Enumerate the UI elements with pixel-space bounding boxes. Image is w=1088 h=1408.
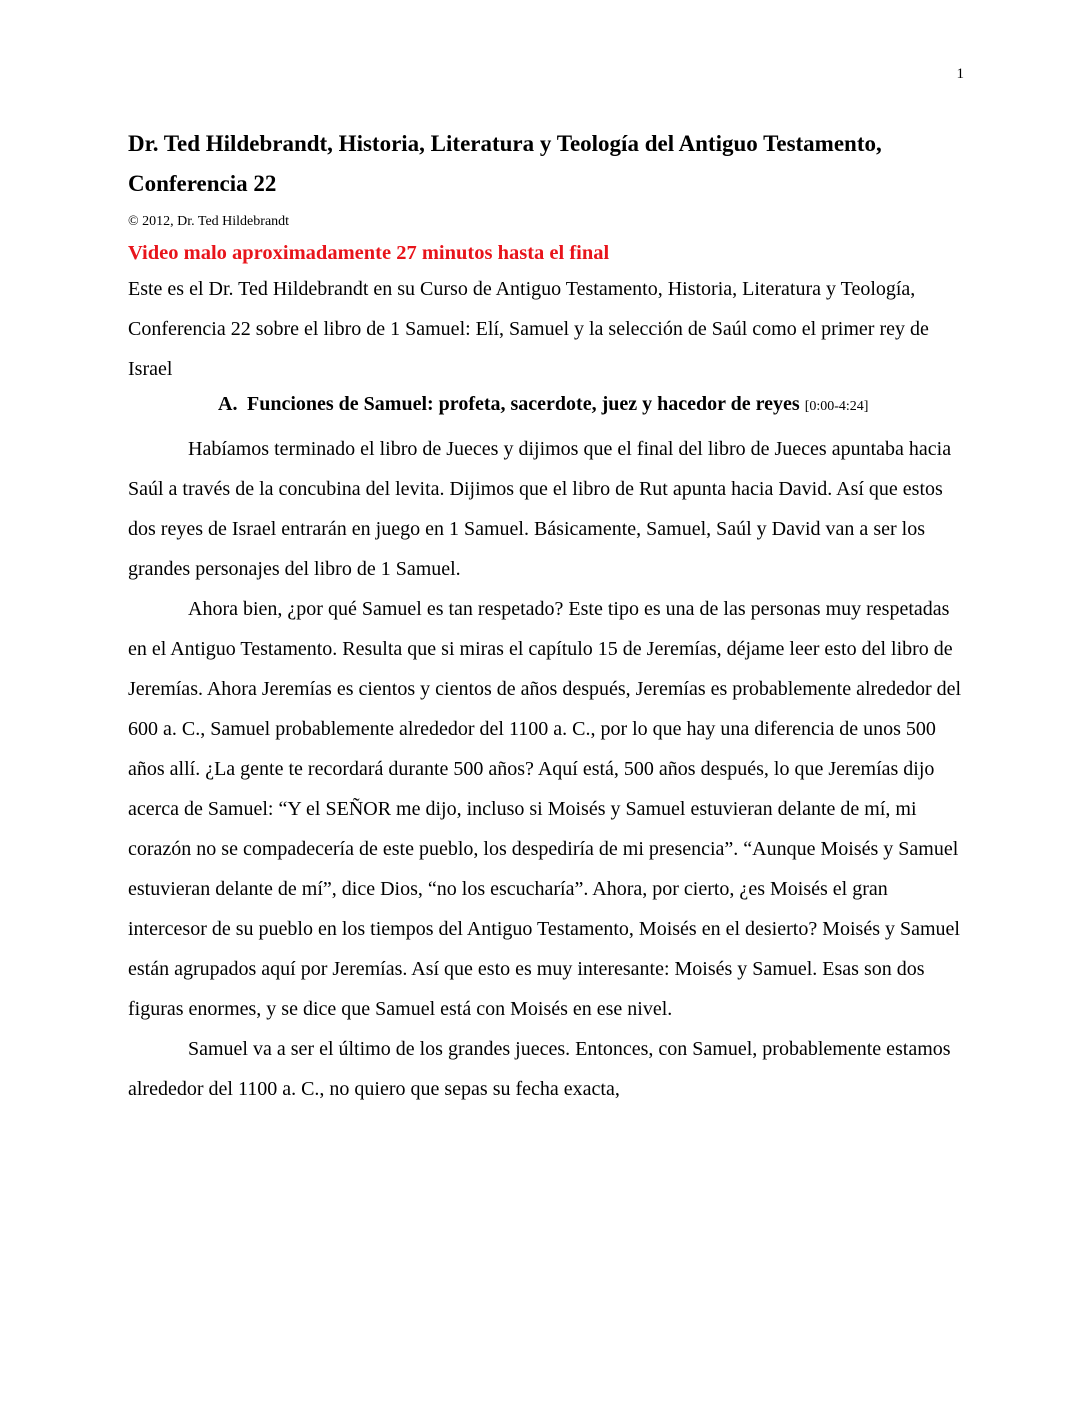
video-note: Video malo aproximadamente 27 minutos hasta el final — [128, 242, 610, 264]
section-heading — [218, 389, 964, 422]
intro-paragraph: Este es el Dr. Ted Hildebrandt en su Curso de Antiguo Testamento, Historia, Literatura y Teología, Conferencia 22 sobre el libro de 1 Samuel: Elí, Samuel y la selección de Saúl como el primer rey de Israel — [128, 278, 929, 380]
section-letter: A. — [218, 393, 238, 415]
document-title: Dr. Ted Hildebrandt, Historia, Literatura y Teología del Antiguo Testamento, Conferencia 22 — [128, 131, 882, 196]
body-paragraph: Samuel va a ser el último de los grandes jueces. Entonces, con Samuel, probablemente estamos alrededor del 1100 a. C., no quiero que sepas su fecha exacta, — [128, 1038, 951, 1100]
document-body — [128, 124, 964, 1109]
section-timestamp: [0:00-4:24] — [804, 399, 869, 414]
body-paragraph: Ahora bien, ¿por qué Samuel es tan respetado? Este tipo es una de las personas muy respetadas en el Antiguo Testamento. Resulta que si miras el capítulo 15 de Jeremías, déjame leer esto del libro de Jeremías. Ahora Jeremías es cientos y cientos de años después, Jeremías es probablemente alrededor del 600 a. C., Samuel probablemente alrededor del 1100 a. C., por lo que hay una diferencia de unos 500 años allí. ¿La gente te recordará durante 500 años? Aquí está, 500 años después, lo que Jeremías dijo acerca de Samuel: “Y el SEÑOR me dijo, incluso si Moisés y Samuel estuvieran delante de mí, mi corazón no se compadecería de este pueblo, los despediría de mi presencia”. “Aunque Moisés y Samuel estuvieran delante de mí”, dice Dios, “no los escucharía”. Ahora, por cierto, ¿es Moisés el gran intercesor de su pueblo en los tiempos del Antiguo Testamento, Moisés en el desierto? Moisés y Samuel están agrupados aquí por Jeremías. Así que esto es muy interesante: Moisés y Samuel. Esas son dos figuras enormes, y se dice que Samuel está con Moisés en ese nivel. — [128, 598, 962, 1020]
page-number: 1 — [956, 66, 964, 82]
section-heading-text: Funciones de Samuel: profeta, sacerdote, juez y hacedor de reyes — [247, 393, 800, 415]
copyright-line: © 2012, Dr. Ted Hildebrandt — [128, 214, 290, 229]
body-paragraph: Habíamos terminado el libro de Jueces y dijimos que el final del libro de Jueces apuntaba hacia Saúl a través de la concubina del levita. Dijimos que el libro de Rut apunta hacia David. Así que estos dos reyes de Israel entrarán en juego en 1 Samuel. Básicamente, Samuel, Saúl y David van a ser los grandes personajes del libro de 1 Samuel. — [128, 438, 952, 580]
